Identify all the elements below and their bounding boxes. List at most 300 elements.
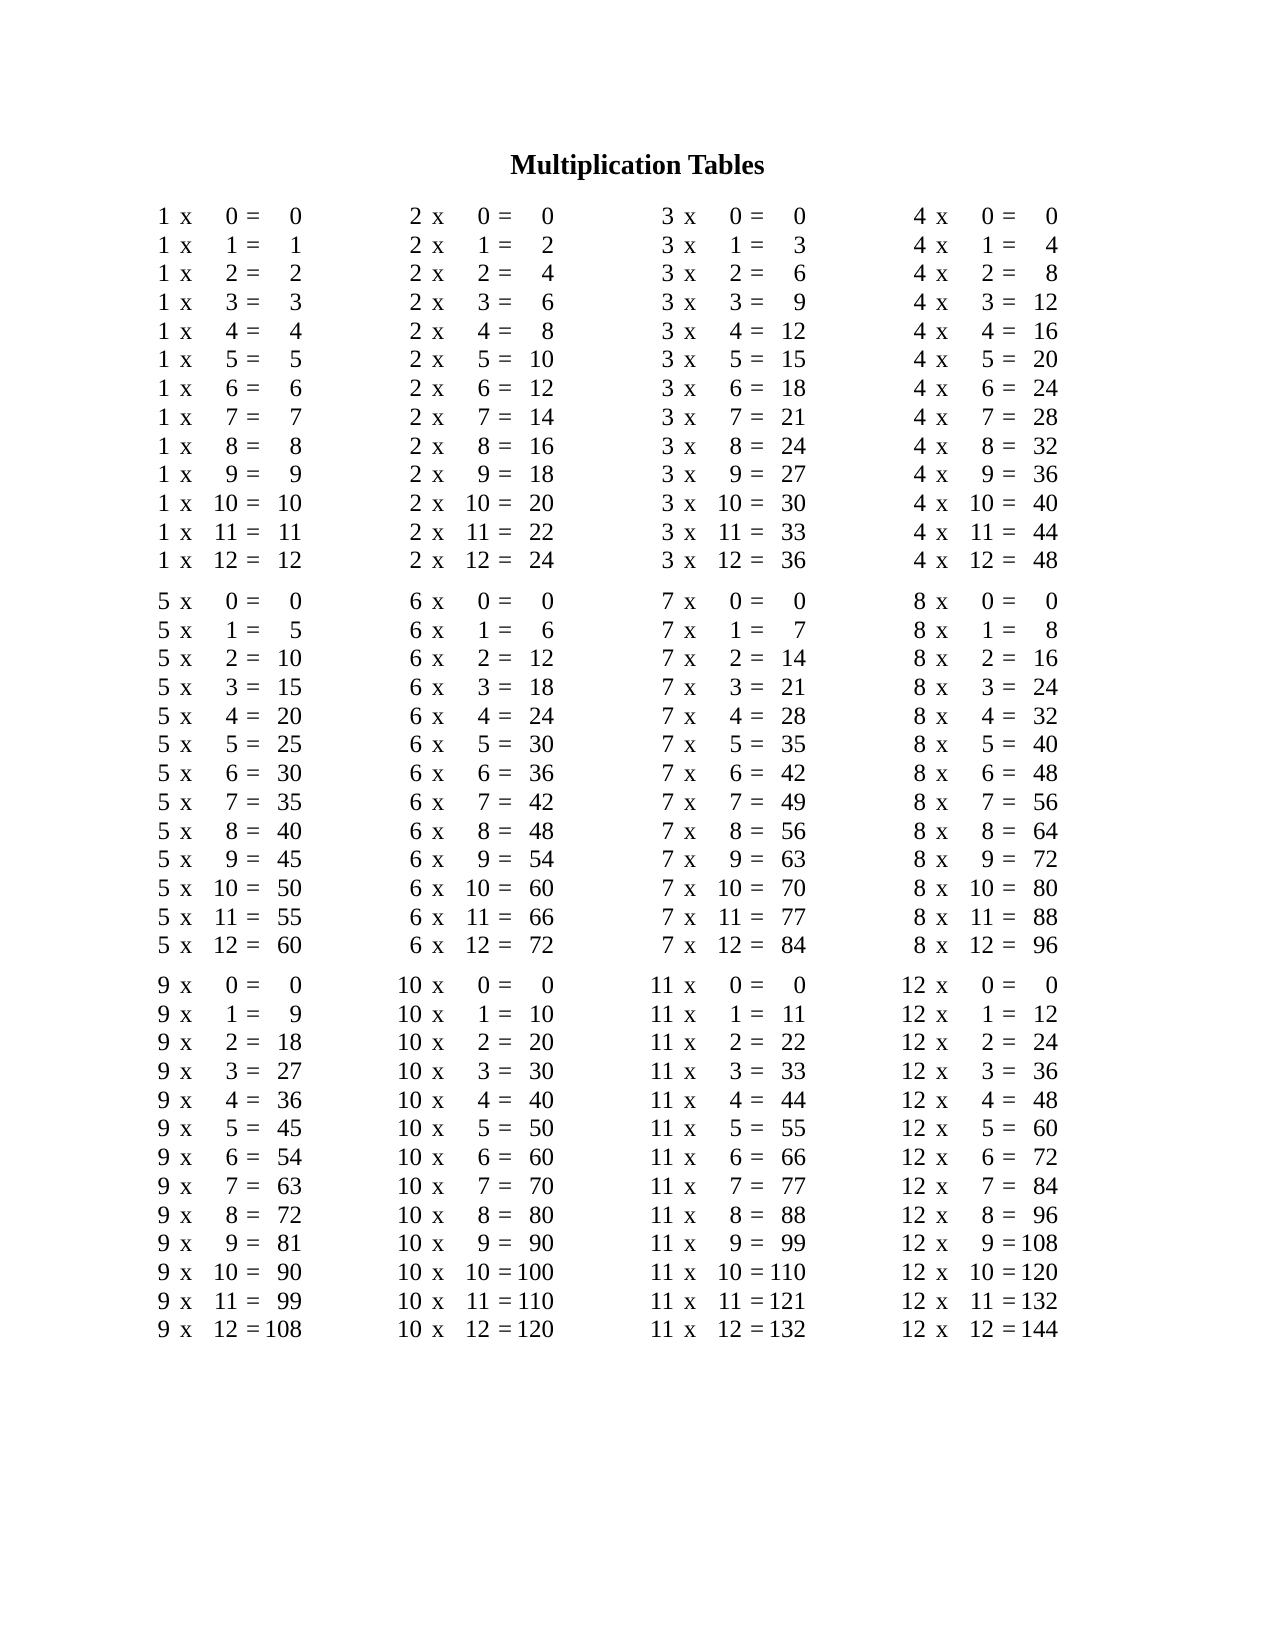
equals-sign: = <box>749 645 765 673</box>
multiplier: 3 <box>729 674 742 702</box>
times-sign: x <box>431 1201 445 1229</box>
product: 84 <box>1033 1172 1058 1200</box>
product: 15 <box>277 674 302 702</box>
multiplicand: 4 <box>913 289 926 317</box>
multiplier: 4 <box>225 702 238 730</box>
multiplicand: 8 <box>913 588 926 615</box>
multiplier: 11 <box>213 518 238 546</box>
product: 36 <box>277 1086 302 1114</box>
equals-sign: = <box>245 846 261 874</box>
equation-row <box>896 461 1116 490</box>
multiplier: 5 <box>477 1115 490 1143</box>
equals-sign: = <box>1001 1058 1017 1086</box>
product: 88 <box>781 1201 806 1229</box>
multiplicand: 2 <box>409 289 422 317</box>
product: 27 <box>277 1058 302 1086</box>
equals-sign: = <box>749 674 765 702</box>
equals-sign: = <box>1001 645 1017 673</box>
times-sign: x <box>431 317 445 345</box>
equation-row <box>644 519 864 548</box>
product: 70 <box>781 874 806 902</box>
equals-sign: = <box>749 346 765 374</box>
equation-row <box>896 1058 1116 1087</box>
multiplicand: 3 <box>661 461 674 489</box>
equals-sign: = <box>245 489 261 517</box>
times-sign: x <box>431 1000 445 1028</box>
product: 90 <box>277 1258 302 1286</box>
multiplicand: 5 <box>157 645 170 673</box>
times-sign: x <box>683 547 697 575</box>
equals-sign: = <box>1001 231 1017 259</box>
product: 0 <box>541 588 554 615</box>
multiplier: 11 <box>717 1287 742 1315</box>
equation-row <box>392 1115 612 1144</box>
product: 42 <box>781 760 806 788</box>
multiplicand: 1 <box>157 375 170 403</box>
multiplier: 7 <box>729 788 742 816</box>
equation-row <box>140 519 360 548</box>
equals-sign: = <box>497 1258 513 1286</box>
multiplicand: 5 <box>157 702 170 730</box>
equals-sign: = <box>749 932 765 960</box>
product: 10 <box>529 346 554 374</box>
equation-row <box>644 260 864 289</box>
multiplicand: 10 <box>397 1029 422 1057</box>
equals-sign: = <box>749 547 765 575</box>
product: 121 <box>768 1287 806 1315</box>
multiplicand: 3 <box>661 260 674 288</box>
equation-row <box>644 904 864 933</box>
times-sign: x <box>683 403 697 431</box>
equals-sign: = <box>497 432 513 460</box>
product: 100 <box>516 1258 554 1286</box>
multiplicand: 6 <box>409 817 422 845</box>
multiplicand: 9 <box>157 1058 170 1086</box>
times-sign: x <box>431 1287 445 1315</box>
equals-sign: = <box>245 1144 261 1172</box>
times-sign: x <box>431 1058 445 1086</box>
times-sign: x <box>935 289 949 317</box>
multiplicand: 3 <box>661 375 674 403</box>
equals-sign: = <box>1001 874 1017 902</box>
times-sign: x <box>179 346 193 374</box>
multiplier: 9 <box>729 461 742 489</box>
equation-row <box>140 1316 360 1345</box>
times-sign: x <box>683 702 697 730</box>
product: 5 <box>289 616 302 644</box>
multiplier: 1 <box>729 231 742 259</box>
equals-sign: = <box>749 760 765 788</box>
multiplicand: 6 <box>409 702 422 730</box>
product: 7 <box>289 403 302 431</box>
product: 42 <box>529 788 554 816</box>
times-sign: x <box>683 616 697 644</box>
multiplier: 2 <box>225 260 238 288</box>
times-sign: x <box>179 1201 193 1229</box>
times-sign: x <box>683 375 697 403</box>
equals-sign: = <box>749 375 765 403</box>
multiplicand: 4 <box>913 260 926 288</box>
times-sign: x <box>935 846 949 874</box>
multiplier: 2 <box>981 260 994 288</box>
times-sign: x <box>935 1000 949 1028</box>
equation-row <box>644 818 864 847</box>
equation-row <box>140 404 360 433</box>
multiplicand: 2 <box>409 260 422 288</box>
equals-sign: = <box>497 588 513 615</box>
product: 20 <box>277 702 302 730</box>
multiplier: 4 <box>981 1086 994 1114</box>
multiplier: 0 <box>981 588 994 615</box>
equation-row <box>896 375 1116 404</box>
times-sign: x <box>431 972 445 999</box>
equation-row <box>644 375 864 404</box>
multiplier: 6 <box>981 375 994 403</box>
times-sign: x <box>935 1058 949 1086</box>
multiplier: 11 <box>717 518 742 546</box>
equals-sign: = <box>749 874 765 902</box>
times-sign: x <box>935 203 949 230</box>
multiplier: 12 <box>717 547 742 575</box>
equation-row <box>896 645 1116 674</box>
times-sign: x <box>179 203 193 230</box>
equals-sign: = <box>245 817 261 845</box>
product: 60 <box>277 932 302 960</box>
equation-row <box>896 789 1116 818</box>
times-sign: x <box>683 760 697 788</box>
multiplier: 8 <box>225 1201 238 1229</box>
equals-sign: = <box>497 616 513 644</box>
equation-row <box>392 674 612 703</box>
times-sign: x <box>179 760 193 788</box>
times-sign: x <box>935 375 949 403</box>
product: 48 <box>1033 760 1058 788</box>
multiplier: 0 <box>477 972 490 999</box>
times-sign: x <box>179 903 193 931</box>
multiplicand: 6 <box>409 760 422 788</box>
multiplier: 11 <box>465 903 490 931</box>
times-sign: x <box>683 1201 697 1229</box>
equation-row <box>896 404 1116 433</box>
equals-sign: = <box>1001 1144 1017 1172</box>
equals-sign: = <box>245 317 261 345</box>
equals-sign: = <box>245 874 261 902</box>
multiplicand: 1 <box>157 289 170 317</box>
equals-sign: = <box>749 1172 765 1200</box>
product: 3 <box>793 231 806 259</box>
equation-row <box>896 1202 1116 1231</box>
multiplier: 1 <box>225 616 238 644</box>
product: 54 <box>277 1144 302 1172</box>
times-sign: x <box>683 489 697 517</box>
multiplier: 10 <box>213 1258 238 1286</box>
equals-sign: = <box>749 1115 765 1143</box>
multiplicand: 8 <box>913 932 926 960</box>
times-sign: x <box>431 1230 445 1258</box>
equation-row <box>644 588 864 617</box>
equation-row <box>392 260 612 289</box>
product: 16 <box>1033 645 1058 673</box>
multiplicand: 8 <box>913 645 926 673</box>
equals-sign: = <box>749 1086 765 1114</box>
equation-row <box>392 1288 612 1317</box>
product: 55 <box>277 903 302 931</box>
multiplicand: 5 <box>157 932 170 960</box>
equation-row <box>896 1029 1116 1058</box>
equals-sign: = <box>497 702 513 730</box>
product: 49 <box>781 788 806 816</box>
product: 88 <box>1033 903 1058 931</box>
equation-row <box>896 972 1116 1001</box>
times-sign: x <box>683 1287 697 1315</box>
equals-sign: = <box>749 260 765 288</box>
times-sign: x <box>179 645 193 673</box>
times-sign: x <box>683 788 697 816</box>
times-sign: x <box>683 231 697 259</box>
multiplier: 0 <box>225 203 238 230</box>
multiplicand: 6 <box>409 846 422 874</box>
product: 96 <box>1033 932 1058 960</box>
times-sign: x <box>431 518 445 546</box>
product: 36 <box>781 547 806 575</box>
equation-row <box>140 346 360 375</box>
equation-row <box>392 375 612 404</box>
equals-sign: = <box>497 1115 513 1143</box>
multiplicand: 1 <box>157 518 170 546</box>
equals-sign: = <box>245 1172 261 1200</box>
multiplicand: 3 <box>661 317 674 345</box>
multiplier: 12 <box>213 1316 238 1344</box>
multiplier: 5 <box>729 731 742 759</box>
multiplicand: 5 <box>157 788 170 816</box>
times-sign: x <box>935 1230 949 1258</box>
equals-sign: = <box>245 1258 261 1286</box>
equation-row <box>392 1259 612 1288</box>
multiplicand: 6 <box>409 645 422 673</box>
multiplier: 4 <box>729 702 742 730</box>
equation-row <box>140 490 360 519</box>
equals-sign: = <box>749 817 765 845</box>
multiplicand: 7 <box>661 588 674 615</box>
multiplicand: 5 <box>157 817 170 845</box>
times-sign: x <box>431 203 445 230</box>
product: 28 <box>781 702 806 730</box>
product: 40 <box>277 817 302 845</box>
product: 12 <box>1033 1000 1058 1028</box>
multiplier: 9 <box>477 846 490 874</box>
equation-row <box>140 703 360 732</box>
product: 48 <box>529 817 554 845</box>
multiplier: 10 <box>717 489 742 517</box>
equation-row <box>644 645 864 674</box>
times-sign: x <box>935 674 949 702</box>
multiplier: 4 <box>981 317 994 345</box>
product: 0 <box>289 972 302 999</box>
multiplier: 0 <box>729 203 742 230</box>
equation-row <box>392 547 612 576</box>
product: 4 <box>1045 231 1058 259</box>
times-sign: x <box>935 432 949 460</box>
equation-row <box>896 1173 1116 1202</box>
times-sign: x <box>935 616 949 644</box>
equation-row <box>644 232 864 261</box>
multiplicand: 11 <box>649 972 674 999</box>
equation-row <box>896 232 1116 261</box>
multiplicand: 4 <box>913 489 926 517</box>
equation-row <box>140 461 360 490</box>
multiplier: 12 <box>465 1316 490 1344</box>
equals-sign: = <box>497 932 513 960</box>
product: 24 <box>781 432 806 460</box>
product: 15 <box>781 346 806 374</box>
times-sign: x <box>179 1058 193 1086</box>
multiplier: 2 <box>225 645 238 673</box>
times-sign: x <box>683 1000 697 1028</box>
product: 45 <box>277 1115 302 1143</box>
times-sign: x <box>935 1115 949 1143</box>
equals-sign: = <box>497 1230 513 1258</box>
equation-row <box>392 1029 612 1058</box>
multiplier: 11 <box>969 518 994 546</box>
multiplier: 11 <box>465 1287 490 1315</box>
equals-sign: = <box>497 317 513 345</box>
multiplicand: 4 <box>913 547 926 575</box>
equals-sign: = <box>497 375 513 403</box>
multiplicand: 2 <box>409 518 422 546</box>
multiplier: 0 <box>981 972 994 999</box>
multiplicand: 10 <box>397 1201 422 1229</box>
multiplier: 7 <box>477 788 490 816</box>
equals-sign: = <box>245 1058 261 1086</box>
equals-sign: = <box>1001 547 1017 575</box>
multiplier: 3 <box>225 674 238 702</box>
multiplier: 7 <box>981 788 994 816</box>
multiplicand: 10 <box>397 1000 422 1028</box>
times-sign: x <box>431 760 445 788</box>
multiplicand: 4 <box>913 461 926 489</box>
equation-row <box>644 731 864 760</box>
multiplier: 4 <box>225 1086 238 1114</box>
product: 8 <box>1045 260 1058 288</box>
multiplicand: 8 <box>913 702 926 730</box>
times-sign: x <box>431 731 445 759</box>
equals-sign: = <box>497 1029 513 1057</box>
multiplicand: 4 <box>913 432 926 460</box>
product: 12 <box>1033 289 1058 317</box>
equals-sign: = <box>497 260 513 288</box>
multiplier: 8 <box>729 1201 742 1229</box>
times-sign: x <box>683 260 697 288</box>
equals-sign: = <box>245 1230 261 1258</box>
equals-sign: = <box>245 547 261 575</box>
equals-sign: = <box>497 1201 513 1229</box>
equals-sign: = <box>1001 461 1017 489</box>
times-sign: x <box>683 1029 697 1057</box>
multiplicand: 11 <box>649 1172 674 1200</box>
product: 72 <box>1033 846 1058 874</box>
multiplier: 0 <box>729 972 742 999</box>
equation-row <box>644 932 864 961</box>
multiplier: 1 <box>225 1000 238 1028</box>
multiplicand: 8 <box>913 731 926 759</box>
times-sign: x <box>683 518 697 546</box>
times-sign: x <box>935 489 949 517</box>
multiplicand: 10 <box>397 1058 422 1086</box>
multiplier: 8 <box>729 817 742 845</box>
multiplier: 3 <box>477 289 490 317</box>
multiplier: 4 <box>225 317 238 345</box>
times-sign: x <box>179 788 193 816</box>
times-sign: x <box>683 1172 697 1200</box>
times-sign: x <box>683 588 697 615</box>
equals-sign: = <box>245 788 261 816</box>
product: 0 <box>1045 588 1058 615</box>
equation-row <box>392 346 612 375</box>
equals-sign: = <box>497 289 513 317</box>
product: 27 <box>781 461 806 489</box>
product: 20 <box>1033 346 1058 374</box>
multiplicand: 2 <box>409 489 422 517</box>
equation-row <box>140 731 360 760</box>
equals-sign: = <box>497 1058 513 1086</box>
multiplier: 6 <box>729 375 742 403</box>
product: 48 <box>1033 1086 1058 1114</box>
product: 44 <box>781 1086 806 1114</box>
equals-sign: = <box>1001 846 1017 874</box>
product: 24 <box>1033 375 1058 403</box>
multiplicand: 7 <box>661 760 674 788</box>
equals-sign: = <box>1001 432 1017 460</box>
product: 33 <box>781 518 806 546</box>
multiplier: 12 <box>465 547 490 575</box>
product: 28 <box>1033 403 1058 431</box>
times-sign: x <box>179 489 193 517</box>
multiplicand: 5 <box>157 903 170 931</box>
equals-sign: = <box>1001 203 1017 230</box>
multiplicand: 7 <box>661 874 674 902</box>
times-sign: x <box>683 317 697 345</box>
times-sign: x <box>179 874 193 902</box>
multiplicand: 5 <box>157 616 170 644</box>
equals-sign: = <box>749 231 765 259</box>
times-sign: x <box>935 760 949 788</box>
multiplicand: 2 <box>409 231 422 259</box>
equation-row <box>140 972 360 1001</box>
multiplier: 5 <box>729 346 742 374</box>
times-sign: x <box>935 817 949 845</box>
multiplier: 12 <box>969 932 994 960</box>
multiplier: 1 <box>477 1000 490 1028</box>
product: 77 <box>781 903 806 931</box>
multiplicand: 5 <box>157 760 170 788</box>
multiplier: 2 <box>225 1029 238 1057</box>
multiplicand: 11 <box>649 1029 674 1057</box>
equation-row <box>896 875 1116 904</box>
multiplier: 9 <box>477 1230 490 1258</box>
multiplicand: 10 <box>397 1144 422 1172</box>
equals-sign: = <box>749 1316 765 1344</box>
equation-row <box>896 1316 1116 1345</box>
equals-sign: = <box>749 1029 765 1057</box>
multiplier: 10 <box>969 1258 994 1286</box>
equals-sign: = <box>245 1029 261 1057</box>
product: 120 <box>1020 1258 1058 1286</box>
product: 144 <box>1020 1316 1058 1344</box>
multiplicand: 6 <box>409 874 422 902</box>
multiplier: 0 <box>225 588 238 615</box>
equals-sign: = <box>245 518 261 546</box>
equals-sign: = <box>749 1144 765 1172</box>
